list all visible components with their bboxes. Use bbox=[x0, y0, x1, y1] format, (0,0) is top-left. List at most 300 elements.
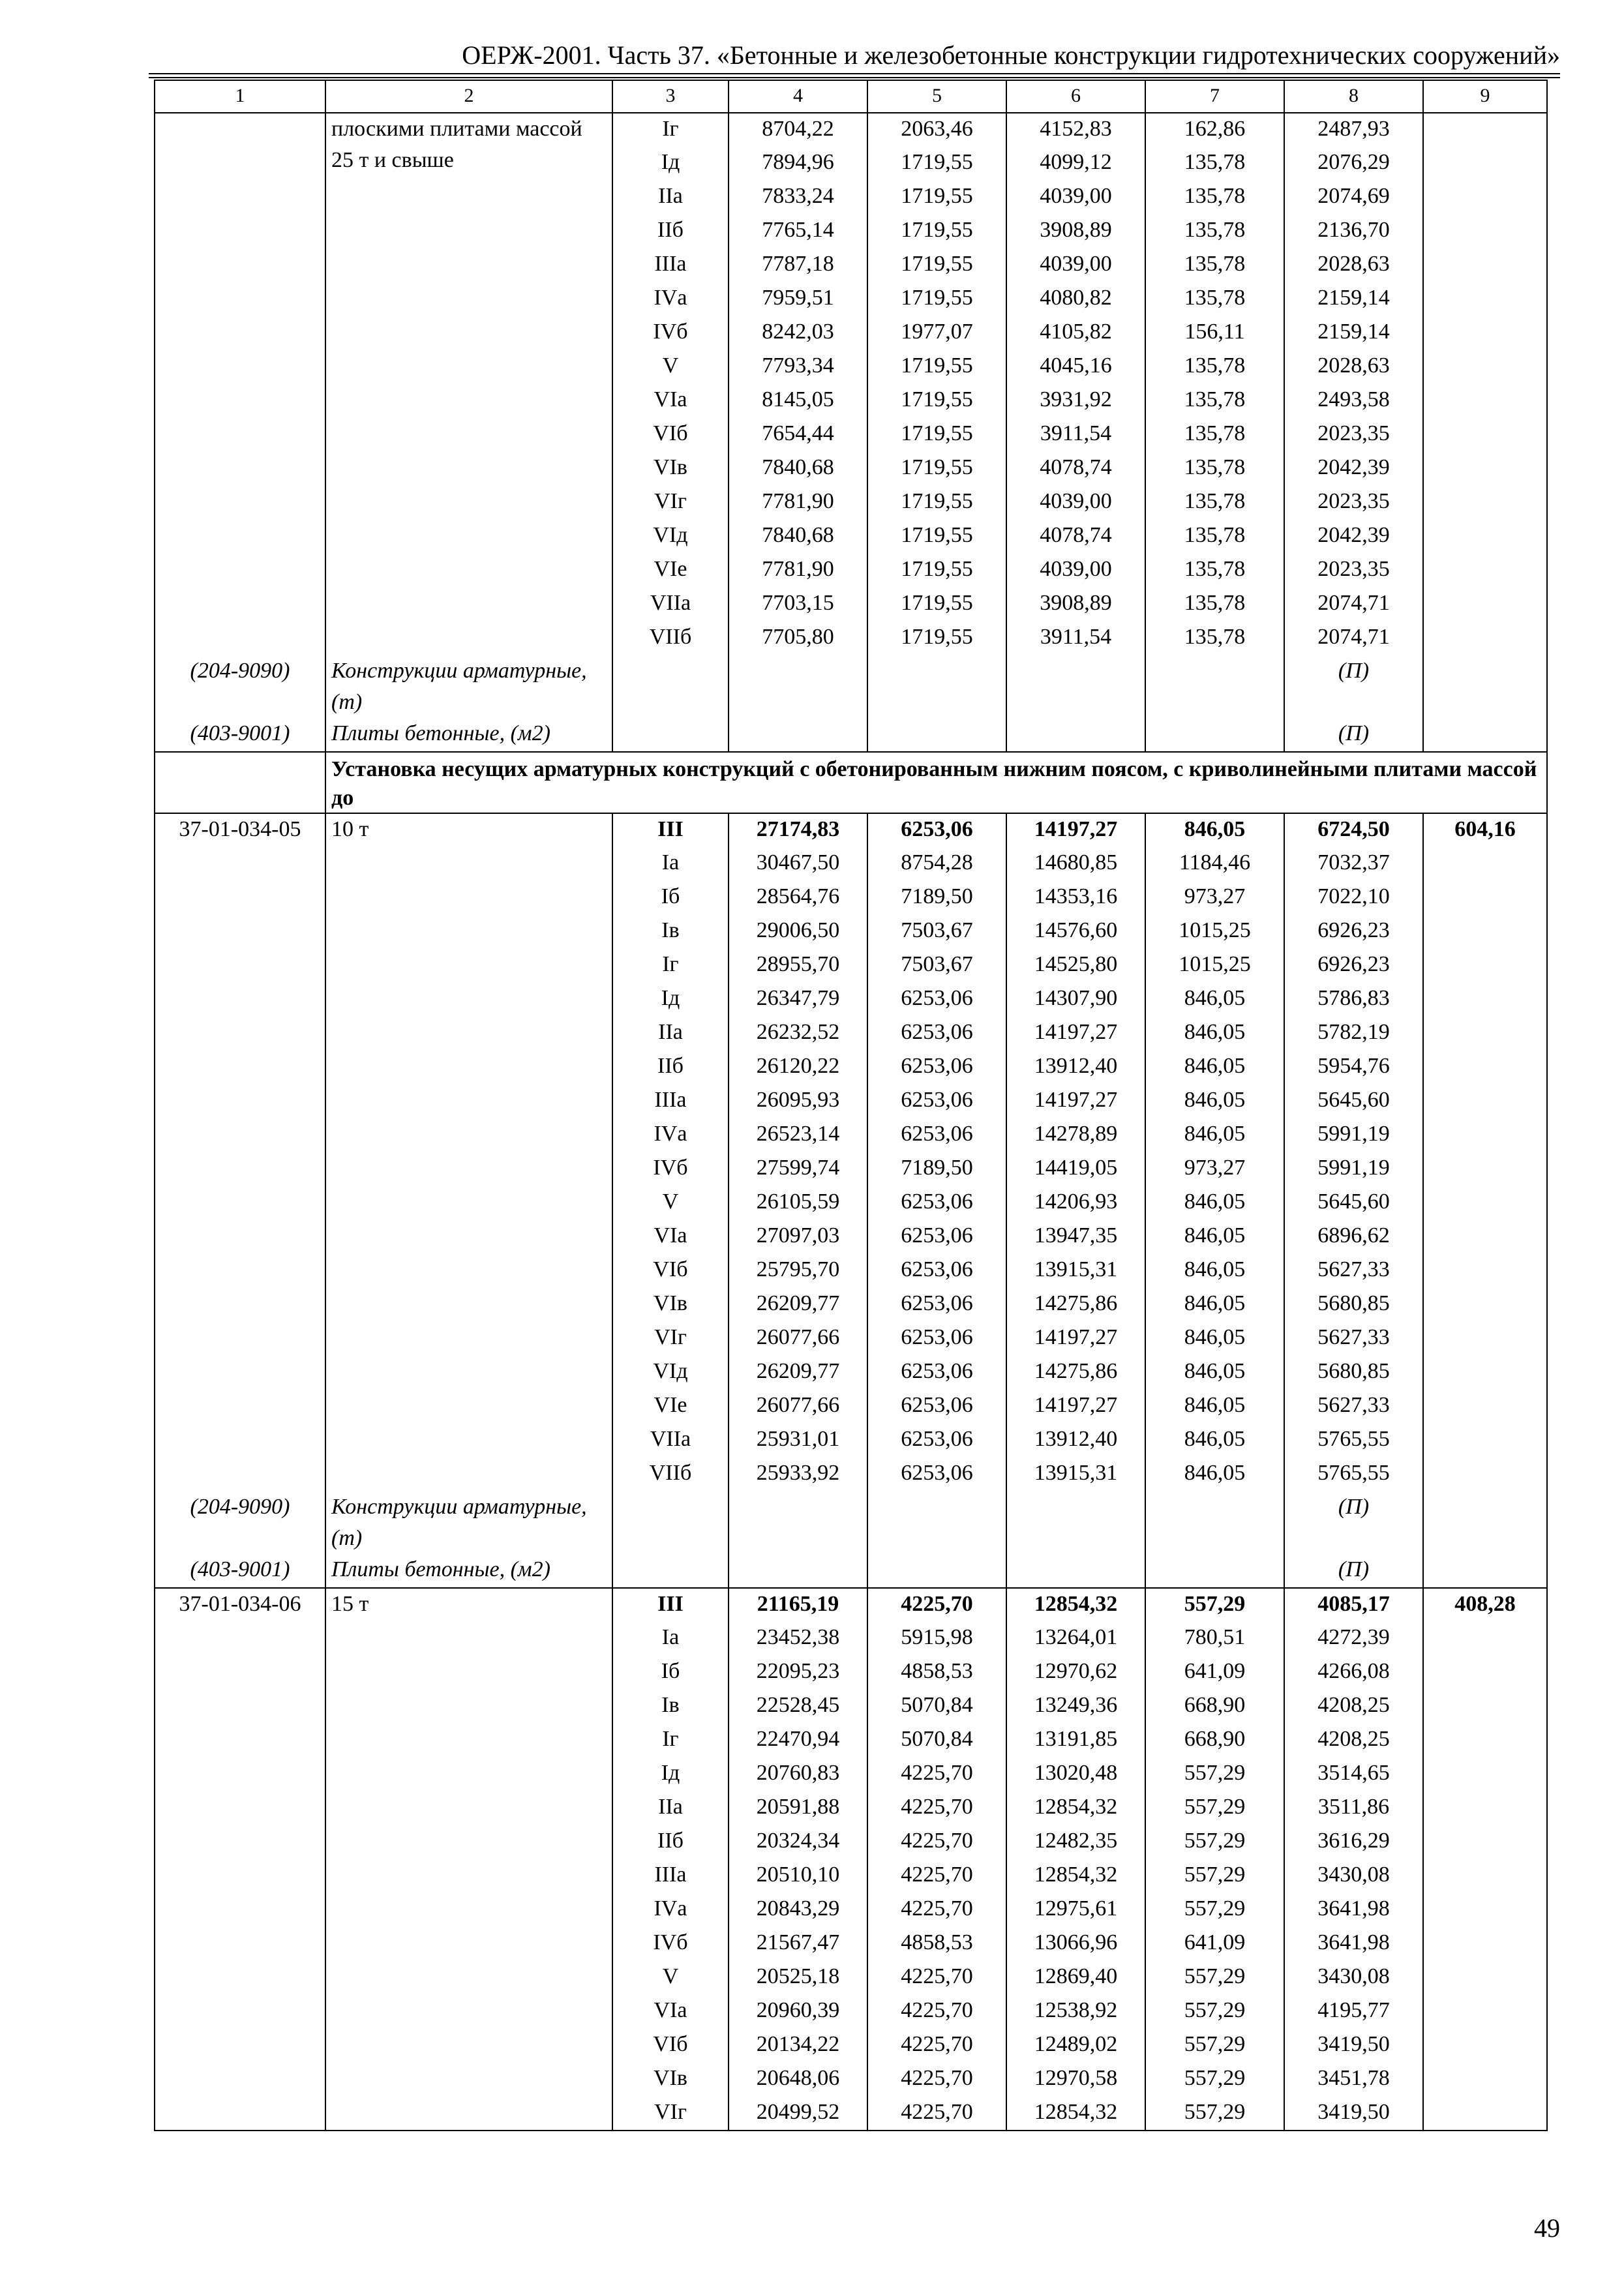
value-cell: 4225,70 bbox=[867, 1588, 1006, 1622]
zone-cell: VIIа bbox=[612, 1424, 729, 1458]
value-cell: 20591,88 bbox=[729, 1791, 867, 1825]
material-name: Конструкции арматурные, (т) bbox=[325, 655, 612, 718]
section-header-row bbox=[155, 752, 1547, 813]
value-cell: 12854,32 bbox=[1006, 2097, 1145, 2131]
value-cell: 7787,18 bbox=[729, 248, 867, 282]
value-cell: 12854,32 bbox=[1006, 1859, 1145, 1893]
value-cell: 5680,85 bbox=[1284, 1288, 1423, 1322]
empty-cell bbox=[1423, 1491, 1547, 1554]
material-name: Плиты бетонные, (м2) bbox=[325, 1554, 612, 1588]
empty-cell bbox=[729, 1491, 867, 1554]
value-cell: 5627,33 bbox=[1284, 1390, 1423, 1424]
value-cell: 6253,06 bbox=[867, 1017, 1006, 1051]
empty-cell bbox=[612, 655, 729, 718]
value-cell: 5070,84 bbox=[867, 1724, 1006, 1758]
value-cell: 4225,70 bbox=[867, 1758, 1006, 1791]
zone-cell: IIб bbox=[612, 215, 729, 248]
value-cell: 1719,55 bbox=[867, 215, 1006, 248]
value-cell: 21165,19 bbox=[729, 1588, 867, 1622]
column-number: 4 bbox=[729, 80, 867, 113]
material-code: (403-9001) bbox=[155, 1554, 325, 1588]
zone-cell: VIб bbox=[612, 418, 729, 452]
empty-cell bbox=[729, 1554, 867, 1588]
value-cell: 5627,33 bbox=[1284, 1254, 1423, 1288]
value-cell: 30467,50 bbox=[729, 847, 867, 881]
value-cell: 4080,82 bbox=[1006, 282, 1145, 316]
value-cell: 3908,89 bbox=[1006, 215, 1145, 248]
code-cell: 37-01-034-06 bbox=[155, 1588, 325, 2131]
zone-cell: Iв bbox=[612, 915, 729, 949]
material-mark: (П) bbox=[1284, 718, 1423, 752]
value-cell: 557,29 bbox=[1145, 2097, 1284, 2131]
value-cell: 6253,06 bbox=[867, 1322, 1006, 1356]
value-cell: 1719,55 bbox=[867, 452, 1006, 486]
value-cell: 5954,76 bbox=[1284, 1051, 1423, 1085]
value-cell: 14353,16 bbox=[1006, 881, 1145, 915]
value-cell: 20843,29 bbox=[729, 1893, 867, 1927]
value-cell: 6253,06 bbox=[867, 1356, 1006, 1390]
value-cell: 20499,52 bbox=[729, 2097, 867, 2131]
material-code: (204-9090) bbox=[155, 655, 325, 718]
zone-cell: VIв bbox=[612, 452, 729, 486]
zone-cell: V bbox=[612, 1961, 729, 1995]
value-cell: 12975,61 bbox=[1006, 1893, 1145, 1927]
zone-cell: VIв bbox=[612, 2063, 729, 2097]
value-cell: 162,86 bbox=[1145, 113, 1284, 147]
value-cell: 1719,55 bbox=[867, 486, 1006, 520]
value-cell: 7793,34 bbox=[729, 350, 867, 384]
value-cell: 973,27 bbox=[1145, 1152, 1284, 1186]
value-cell: 26347,79 bbox=[729, 983, 867, 1017]
zone-cell: IVа bbox=[612, 282, 729, 316]
zone-cell: IIIа bbox=[612, 1085, 729, 1118]
value-cell: 6926,23 bbox=[1284, 915, 1423, 949]
value-cell: 2487,93 bbox=[1284, 113, 1423, 147]
material-name: Плиты бетонные, (м2) bbox=[325, 718, 612, 752]
value-cell: 1015,25 bbox=[1145, 949, 1284, 983]
empty-cell bbox=[612, 718, 729, 752]
zone-cell: IIа bbox=[612, 1791, 729, 1825]
value-cell: 1719,55 bbox=[867, 147, 1006, 181]
value-cell: 557,29 bbox=[1145, 1791, 1284, 1825]
zone-cell: Iб bbox=[612, 881, 729, 915]
value-cell: 14275,86 bbox=[1006, 1356, 1145, 1390]
value-cell: 4039,00 bbox=[1006, 181, 1145, 215]
value-cell: 4225,70 bbox=[867, 1995, 1006, 2029]
value-cell: 25795,70 bbox=[729, 1254, 867, 1288]
value-cell: 14275,86 bbox=[1006, 1288, 1145, 1322]
zone-cell: Iв bbox=[612, 1690, 729, 1724]
value-cell: 5915,98 bbox=[867, 1622, 1006, 1656]
value-cell: 20324,34 bbox=[729, 1825, 867, 1859]
value-cell: 5680,85 bbox=[1284, 1356, 1423, 1390]
value-cell: 4045,16 bbox=[1006, 350, 1145, 384]
value-cell: 26120,22 bbox=[729, 1051, 867, 1085]
value-cell: 7840,68 bbox=[729, 452, 867, 486]
value-cell: 7032,37 bbox=[1284, 847, 1423, 881]
zone-cell: VIIб bbox=[612, 621, 729, 655]
zone-cell: Iа bbox=[612, 1622, 729, 1656]
value-cell: 8704,22 bbox=[729, 113, 867, 147]
value-cell: 135,78 bbox=[1145, 282, 1284, 316]
zone-cell: VIа bbox=[612, 1995, 729, 2029]
value-cell: 14197,27 bbox=[1006, 1390, 1145, 1424]
value-cell: 135,78 bbox=[1145, 588, 1284, 621]
value-cell: 13191,85 bbox=[1006, 1724, 1145, 1758]
value-cell: 23452,38 bbox=[729, 1622, 867, 1656]
material-mark: (П) bbox=[1284, 655, 1423, 718]
value-cell: 4152,83 bbox=[1006, 113, 1145, 147]
value-cell: 846,05 bbox=[1145, 1085, 1284, 1118]
value-cell: 12869,40 bbox=[1006, 1961, 1145, 1995]
empty-cell bbox=[867, 1554, 1006, 1588]
value-cell: 5786,83 bbox=[1284, 983, 1423, 1017]
value-cell: 5991,19 bbox=[1284, 1152, 1423, 1186]
value-cell: 14278,89 bbox=[1006, 1118, 1145, 1152]
value-cell: 12854,32 bbox=[1006, 1588, 1145, 1622]
zone-cell: IVа bbox=[612, 1893, 729, 1927]
value-cell: 1719,55 bbox=[867, 350, 1006, 384]
value-cell: 28955,70 bbox=[729, 949, 867, 983]
col9-cell: 408,28 bbox=[1423, 1588, 1547, 2131]
value-cell: 846,05 bbox=[1145, 1356, 1284, 1390]
value-cell: 1719,55 bbox=[867, 418, 1006, 452]
value-cell: 135,78 bbox=[1145, 384, 1284, 418]
column-number: 2 bbox=[325, 80, 612, 113]
zone-cell: IIIа bbox=[612, 248, 729, 282]
material-row bbox=[155, 718, 1547, 752]
value-cell: 4225,70 bbox=[867, 1791, 1006, 1825]
value-cell: 6253,06 bbox=[867, 1424, 1006, 1458]
value-cell: 135,78 bbox=[1145, 418, 1284, 452]
value-cell: 4225,70 bbox=[867, 2029, 1006, 2063]
code-cell: 37-01-034-05 bbox=[155, 813, 325, 1491]
section-title: Установка несущих арматурных конструкций с обетонированным нижним поясом, с криволинейными плитами массой до bbox=[325, 752, 1547, 813]
empty-cell bbox=[1145, 718, 1284, 752]
zone-cell: VIа bbox=[612, 1220, 729, 1254]
column-number: 6 bbox=[1006, 80, 1145, 113]
value-cell: 6253,06 bbox=[867, 1288, 1006, 1322]
section-code-cell bbox=[155, 752, 325, 813]
column-number-row bbox=[155, 80, 1547, 113]
empty-cell bbox=[867, 718, 1006, 752]
value-cell: 6253,06 bbox=[867, 1186, 1006, 1220]
column-number: 5 bbox=[867, 80, 1006, 113]
value-cell: 12489,02 bbox=[1006, 2029, 1145, 2063]
value-cell: 4266,08 bbox=[1284, 1656, 1423, 1690]
value-cell: 3511,86 bbox=[1284, 1791, 1423, 1825]
value-cell: 3430,08 bbox=[1284, 1961, 1423, 1995]
value-cell: 135,78 bbox=[1145, 621, 1284, 655]
empty-cell bbox=[1006, 1491, 1145, 1554]
value-cell: 668,90 bbox=[1145, 1690, 1284, 1724]
value-cell: 7959,51 bbox=[729, 282, 867, 316]
value-cell: 7781,90 bbox=[729, 554, 867, 588]
zone-cell: VIд bbox=[612, 520, 729, 554]
value-cell: 135,78 bbox=[1145, 350, 1284, 384]
description-cell: 15 т bbox=[325, 1588, 612, 2131]
value-cell: 6724,50 bbox=[1284, 813, 1423, 847]
value-cell: 7705,80 bbox=[729, 621, 867, 655]
value-cell: 14206,93 bbox=[1006, 1186, 1145, 1220]
empty-cell bbox=[1145, 1491, 1284, 1554]
material-row bbox=[155, 1491, 1547, 1554]
zone-cell: V bbox=[612, 1186, 729, 1220]
empty-cell bbox=[1006, 718, 1145, 752]
value-cell: 13915,31 bbox=[1006, 1458, 1145, 1491]
column-number: 7 bbox=[1145, 80, 1284, 113]
value-cell: 2042,39 bbox=[1284, 452, 1423, 486]
value-cell: 4858,53 bbox=[867, 1927, 1006, 1961]
zone-cell: VIв bbox=[612, 1288, 729, 1322]
value-cell: 4225,70 bbox=[867, 1859, 1006, 1893]
value-cell: 2074,71 bbox=[1284, 588, 1423, 621]
value-cell: 557,29 bbox=[1145, 1588, 1284, 1622]
value-cell: 4225,70 bbox=[867, 1961, 1006, 1995]
column-number: 1 bbox=[155, 80, 325, 113]
value-cell: 14197,27 bbox=[1006, 813, 1145, 847]
value-cell: 846,05 bbox=[1145, 1288, 1284, 1322]
value-cell: 20134,22 bbox=[729, 2029, 867, 2063]
value-cell: 557,29 bbox=[1145, 2029, 1284, 2063]
value-cell: 2023,35 bbox=[1284, 486, 1423, 520]
value-cell: 7022,10 bbox=[1284, 881, 1423, 915]
value-cell: 2074,71 bbox=[1284, 621, 1423, 655]
value-cell: 846,05 bbox=[1145, 1322, 1284, 1356]
value-cell: 7503,67 bbox=[867, 915, 1006, 949]
value-cell: 5627,33 bbox=[1284, 1322, 1423, 1356]
value-cell: 26232,52 bbox=[729, 1017, 867, 1051]
empty-cell bbox=[1423, 1554, 1547, 1588]
value-cell: 2028,63 bbox=[1284, 248, 1423, 282]
empty-cell bbox=[729, 718, 867, 752]
value-cell: 6926,23 bbox=[1284, 949, 1423, 983]
value-cell: 846,05 bbox=[1145, 1424, 1284, 1458]
value-cell: 3616,29 bbox=[1284, 1825, 1423, 1859]
table-row bbox=[155, 1588, 1547, 1622]
value-cell: 2076,29 bbox=[1284, 147, 1423, 181]
col9-cell: 604,16 bbox=[1423, 813, 1547, 1491]
value-cell: 135,78 bbox=[1145, 248, 1284, 282]
value-cell: 6253,06 bbox=[867, 1085, 1006, 1118]
value-cell: 3911,54 bbox=[1006, 418, 1145, 452]
value-cell: 21567,47 bbox=[729, 1927, 867, 1961]
value-cell: 5645,60 bbox=[1284, 1186, 1423, 1220]
value-cell: 6253,06 bbox=[867, 1254, 1006, 1288]
value-cell: 4085,17 bbox=[1284, 1588, 1423, 1622]
value-cell: 14576,60 bbox=[1006, 915, 1145, 949]
empty-cell bbox=[867, 1491, 1006, 1554]
material-row bbox=[155, 655, 1547, 718]
value-cell: 4272,39 bbox=[1284, 1622, 1423, 1656]
value-cell: 13912,40 bbox=[1006, 1051, 1145, 1085]
value-cell: 3419,50 bbox=[1284, 2029, 1423, 2063]
value-cell: 25933,92 bbox=[729, 1458, 867, 1491]
value-cell: 1719,55 bbox=[867, 181, 1006, 215]
value-cell: 14197,27 bbox=[1006, 1322, 1145, 1356]
zone-cell: VIIб bbox=[612, 1458, 729, 1491]
value-cell: 14419,05 bbox=[1006, 1152, 1145, 1186]
value-cell: 26105,59 bbox=[729, 1186, 867, 1220]
value-cell: 6253,06 bbox=[867, 1051, 1006, 1085]
value-cell: 557,29 bbox=[1145, 1825, 1284, 1859]
value-cell: 13066,96 bbox=[1006, 1927, 1145, 1961]
value-cell: 4225,70 bbox=[867, 1893, 1006, 1927]
value-cell: 3451,78 bbox=[1284, 2063, 1423, 2097]
value-cell: 5765,55 bbox=[1284, 1458, 1423, 1491]
material-code: (204-9090) bbox=[155, 1491, 325, 1554]
value-cell: 4039,00 bbox=[1006, 554, 1145, 588]
value-cell: 12854,32 bbox=[1006, 1791, 1145, 1825]
value-cell: 641,09 bbox=[1145, 1656, 1284, 1690]
zone-cell: IIб bbox=[612, 1051, 729, 1085]
value-cell: 27174,83 bbox=[729, 813, 867, 847]
value-cell: 22095,23 bbox=[729, 1656, 867, 1690]
value-cell: 3430,08 bbox=[1284, 1859, 1423, 1893]
empty-cell bbox=[1423, 655, 1547, 718]
value-cell: 5765,55 bbox=[1284, 1424, 1423, 1458]
zone-cell: VIг bbox=[612, 1322, 729, 1356]
value-cell: 14197,27 bbox=[1006, 1085, 1145, 1118]
value-cell: 3931,92 bbox=[1006, 384, 1145, 418]
value-cell: 14680,85 bbox=[1006, 847, 1145, 881]
value-cell: 7654,44 bbox=[729, 418, 867, 452]
value-cell: 4105,82 bbox=[1006, 316, 1145, 350]
value-cell: 668,90 bbox=[1145, 1724, 1284, 1758]
value-cell: 13249,36 bbox=[1006, 1690, 1145, 1724]
column-number: 8 bbox=[1284, 80, 1423, 113]
value-cell: 4195,77 bbox=[1284, 1995, 1423, 2029]
value-cell: 6253,06 bbox=[867, 1390, 1006, 1424]
value-cell: 1719,55 bbox=[867, 554, 1006, 588]
material-code: (403-9001) bbox=[155, 718, 325, 752]
empty-cell bbox=[1006, 1554, 1145, 1588]
column-number: 3 bbox=[612, 80, 729, 113]
code-cell bbox=[155, 113, 325, 655]
value-cell: 780,51 bbox=[1145, 1622, 1284, 1656]
value-cell: 1977,07 bbox=[867, 316, 1006, 350]
empty-cell bbox=[1423, 718, 1547, 752]
zone-cell: VIе bbox=[612, 554, 729, 588]
table-row bbox=[155, 813, 1547, 847]
value-cell: 5070,84 bbox=[867, 1690, 1006, 1724]
material-mark: (П) bbox=[1284, 1554, 1423, 1588]
empty-cell bbox=[729, 655, 867, 718]
value-cell: 2023,35 bbox=[1284, 418, 1423, 452]
value-cell: 13947,35 bbox=[1006, 1220, 1145, 1254]
value-cell: 1719,55 bbox=[867, 282, 1006, 316]
value-cell: 846,05 bbox=[1145, 1458, 1284, 1491]
value-cell: 29006,50 bbox=[729, 915, 867, 949]
value-cell: 3641,98 bbox=[1284, 1893, 1423, 1927]
zone-cell: Iа bbox=[612, 847, 729, 881]
value-cell: 5645,60 bbox=[1284, 1085, 1423, 1118]
value-cell: 1719,55 bbox=[867, 248, 1006, 282]
value-cell: 7189,50 bbox=[867, 881, 1006, 915]
value-cell: 135,78 bbox=[1145, 554, 1284, 588]
value-cell: 4099,12 bbox=[1006, 147, 1145, 181]
value-cell: 6896,62 bbox=[1284, 1220, 1423, 1254]
zone-cell: Iг bbox=[612, 113, 729, 147]
empty-cell bbox=[1006, 655, 1145, 718]
value-cell: 135,78 bbox=[1145, 215, 1284, 248]
description-cell: плоскими плитами массой 25 т и свыше bbox=[325, 113, 612, 655]
value-cell: 8754,28 bbox=[867, 847, 1006, 881]
value-cell: 557,29 bbox=[1145, 2063, 1284, 2097]
value-cell: 26077,66 bbox=[729, 1390, 867, 1424]
zone-cell: Iг bbox=[612, 949, 729, 983]
value-cell: 1015,25 bbox=[1145, 915, 1284, 949]
value-cell: 2023,35 bbox=[1284, 554, 1423, 588]
value-cell: 4858,53 bbox=[867, 1656, 1006, 1690]
value-cell: 13264,01 bbox=[1006, 1622, 1145, 1656]
zone-cell: VIе bbox=[612, 1390, 729, 1424]
material-name: Конструкции арматурные, (т) bbox=[325, 1491, 612, 1554]
page-number: 49 bbox=[1534, 2213, 1560, 2243]
value-cell: 2493,58 bbox=[1284, 384, 1423, 418]
value-cell: 973,27 bbox=[1145, 881, 1284, 915]
zone-cell: III bbox=[612, 813, 729, 847]
value-cell: 1719,55 bbox=[867, 384, 1006, 418]
value-cell: 2063,46 bbox=[867, 113, 1006, 147]
value-cell: 12970,62 bbox=[1006, 1656, 1145, 1690]
value-cell: 4225,70 bbox=[867, 2097, 1006, 2131]
value-cell: 2074,69 bbox=[1284, 181, 1423, 215]
value-cell: 14197,27 bbox=[1006, 1017, 1145, 1051]
value-cell: 5991,19 bbox=[1284, 1118, 1423, 1152]
value-cell: 3419,50 bbox=[1284, 2097, 1423, 2131]
value-cell: 135,78 bbox=[1145, 452, 1284, 486]
zone-cell: VIб bbox=[612, 2029, 729, 2063]
empty-cell bbox=[612, 1554, 729, 1588]
value-cell: 3514,65 bbox=[1284, 1758, 1423, 1791]
zone-cell: Iг bbox=[612, 1724, 729, 1758]
value-cell: 6253,06 bbox=[867, 1458, 1006, 1491]
value-cell: 28564,76 bbox=[729, 881, 867, 915]
value-cell: 7189,50 bbox=[867, 1152, 1006, 1186]
value-cell: 156,11 bbox=[1145, 316, 1284, 350]
value-cell: 12970,58 bbox=[1006, 2063, 1145, 2097]
value-cell: 26095,93 bbox=[729, 1085, 867, 1118]
value-cell: 5782,19 bbox=[1284, 1017, 1423, 1051]
zone-cell: V bbox=[612, 350, 729, 384]
value-cell: 557,29 bbox=[1145, 1961, 1284, 1995]
value-cell: 2028,63 bbox=[1284, 350, 1423, 384]
document-header: ОЕРЖ-2001. Часть 37. «Бетонные и железобетонные конструкции гидротехнических сооружений» bbox=[462, 40, 1560, 70]
value-cell: 3908,89 bbox=[1006, 588, 1145, 621]
value-cell: 2042,39 bbox=[1284, 520, 1423, 554]
zone-cell: Iд bbox=[612, 147, 729, 181]
value-cell: 4225,70 bbox=[867, 2063, 1006, 2097]
value-cell: 6253,06 bbox=[867, 1220, 1006, 1254]
value-cell: 25931,01 bbox=[729, 1424, 867, 1458]
value-cell: 20760,83 bbox=[729, 1758, 867, 1791]
value-cell: 20525,18 bbox=[729, 1961, 867, 1995]
value-cell: 641,09 bbox=[1145, 1927, 1284, 1961]
value-cell: 846,05 bbox=[1145, 1220, 1284, 1254]
value-cell: 7503,67 bbox=[867, 949, 1006, 983]
value-cell: 846,05 bbox=[1145, 983, 1284, 1017]
table-body bbox=[155, 80, 1547, 2131]
value-cell: 846,05 bbox=[1145, 1254, 1284, 1288]
value-cell: 4078,74 bbox=[1006, 520, 1145, 554]
value-cell: 2159,14 bbox=[1284, 282, 1423, 316]
value-cell: 4208,25 bbox=[1284, 1724, 1423, 1758]
value-cell: 26523,14 bbox=[729, 1118, 867, 1152]
zone-cell: IVб bbox=[612, 1152, 729, 1186]
zone-cell: IIа bbox=[612, 181, 729, 215]
value-cell: 557,29 bbox=[1145, 1758, 1284, 1791]
